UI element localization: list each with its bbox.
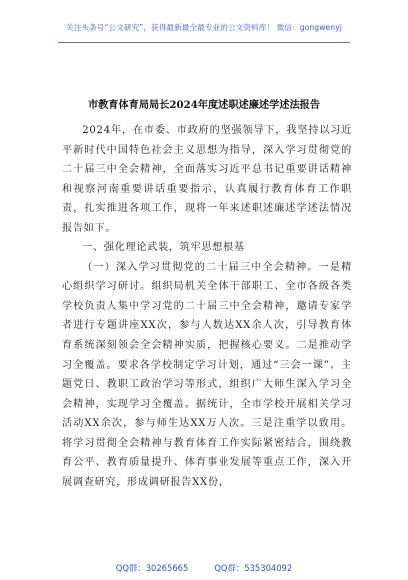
footer-qq-group-2: QQ群：535304092 (214, 563, 293, 573)
intro-paragraph: 2024年，在市委、市政府的坚强领导下，我坚持以习近平新时代中国特色社会主义思想为指导，深入学习贯彻党的二十届三中全会精神，全面落实习近平总书记重要讲话精神和视察河南重要讲话重要指示，认真履行教育体育工作职责，扎实推进各项工作，现将一年来述职述廉述学述法情况报告如下。 (62, 125, 352, 234)
footer-qq-group-1: QQ群：30265665 (115, 563, 189, 573)
body-paragraph: （一）深入学习贯彻党的二十届三中全会精神。一是精心组织学习研讨。组织局机关全体干部职工、全市各级各类学校负责人集中学习党的二十届三中全会精神，邀请专家学者进行专题讲座XX次，参与人数达XX余人次，引导教育体育系统深刻领会全会精神实质，把握核心要义。二是推动学习全覆盖。要求各学校制定学习计划，通过“三会一课”、主题党日、教职工政治学习等形式，组织广大师生深入学习全会精神，实现学习全覆盖。据统计，全市学校开展相关学习活动XX余次，参与师生达XX万人次。三是注重学以致用。将学习贯彻全会精神与教育体育工作实际紧密结合，围绕教育公平、教育质量提升、体育事业发展等重点工作，深入开展调查研究，形成调研报告XX份， (62, 261, 352, 488)
document-body (62, 121, 352, 492)
header-banner: 关注头条号“公文研究”，获得最新最全最专业的公文资料库！ 微信：gongwenyj (66, 23, 342, 32)
document-title: 市教育体育局局长2024年度述职述廉述学述法报告 (87, 99, 321, 111)
header-divider (58, 42, 350, 43)
section-heading: 一、强化理论武装，筑牢思想根基 (82, 242, 245, 254)
footer-contact (0, 562, 408, 574)
